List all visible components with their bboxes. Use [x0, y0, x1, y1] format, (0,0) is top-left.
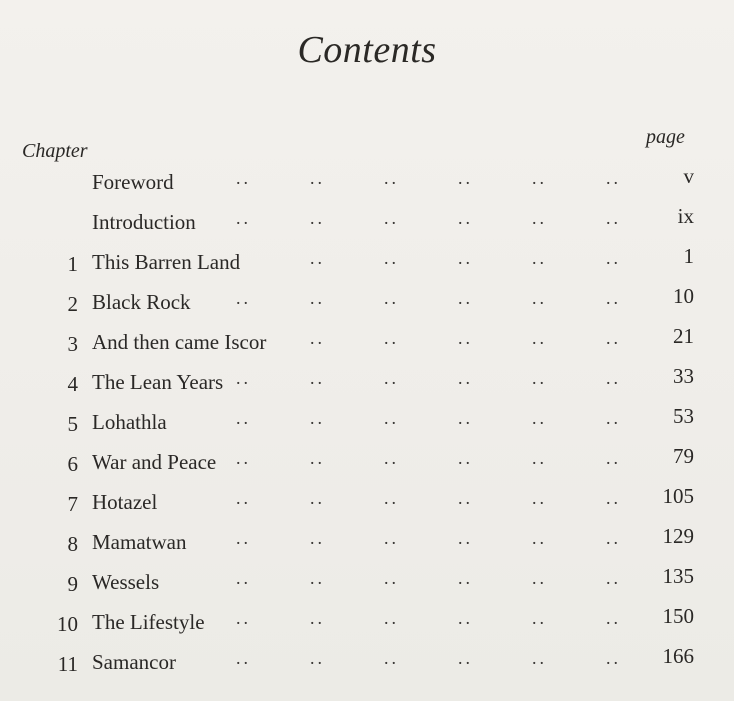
dot-leader: .. — [606, 208, 621, 228]
dot-leader: .. — [458, 528, 473, 548]
dot-leader: .. — [310, 568, 325, 588]
chapter-title: Mamatwan — [92, 530, 187, 554]
dot-leader: .. — [458, 168, 473, 188]
chapter-title: This Barren Land — [92, 250, 241, 274]
toc-entry — [0, 404, 734, 444]
dot-leader: .. — [310, 648, 325, 668]
dot-leader: .. — [236, 408, 251, 428]
dot-leader: .. — [458, 448, 473, 468]
dot-leader: .. — [384, 328, 399, 348]
dot-leader: .. — [236, 648, 251, 668]
dot-leader: .. — [532, 248, 547, 268]
page-number: 166 — [662, 644, 694, 668]
dot-leader: .. — [532, 208, 547, 228]
dot-leader: .. — [606, 248, 621, 268]
dot-leader: .. — [384, 168, 399, 188]
chapter-title: Lohathla — [92, 410, 167, 434]
dot-leader: .. — [606, 408, 621, 428]
toc-entry — [0, 364, 734, 404]
dot-leader: .. — [458, 328, 473, 348]
dot-leader: .. — [606, 328, 621, 348]
dot-leader: .. — [310, 528, 325, 548]
dot-leader: .. — [458, 248, 473, 268]
page-number: 105 — [662, 484, 694, 508]
dot-leader: .. — [606, 648, 621, 668]
chapter-number: 7 — [67, 492, 78, 516]
dot-leader: .. — [384, 488, 399, 508]
page-number: v — [683, 164, 694, 188]
dot-leader: .. — [384, 648, 399, 668]
page-number: 53 — [673, 404, 694, 428]
dot-leader: .. — [236, 368, 251, 388]
dot-leader: .. — [384, 408, 399, 428]
page-number: ix — [677, 204, 694, 228]
dot-leader: .. — [384, 568, 399, 588]
dot-leader: .. — [458, 648, 473, 668]
dot-leader: .. — [384, 248, 399, 268]
dot-leader: .. — [458, 488, 473, 508]
dot-leader: .. — [384, 608, 399, 628]
dot-leader: .. — [458, 368, 473, 388]
dot-leader: .. — [458, 208, 473, 228]
dot-leader: .. — [532, 488, 547, 508]
toc-entry — [0, 484, 734, 524]
page-number: 33 — [673, 364, 694, 388]
chapter-number: 5 — [67, 412, 78, 436]
chapter-number: 3 — [67, 332, 78, 356]
dot-leader: .. — [532, 648, 547, 668]
dot-leader: .. — [532, 568, 547, 588]
dot-leader: .. — [236, 208, 251, 228]
dot-leader: .. — [458, 288, 473, 308]
dot-leader: .. — [310, 408, 325, 428]
dot-leader: .. — [236, 528, 251, 548]
toc-entry — [0, 524, 734, 564]
chapter-title: War and Peace — [92, 450, 217, 474]
dot-leader: .. — [310, 368, 325, 388]
page-number: 1 — [683, 244, 694, 268]
dot-leader: .. — [236, 448, 251, 468]
chapter-number: 10 — [57, 612, 78, 636]
page-title: Contents — [297, 29, 437, 71]
page-number: 21 — [673, 324, 694, 348]
dot-leader: .. — [310, 168, 325, 188]
dot-leader: .. — [532, 528, 547, 548]
chapter-column-header: Chapter — [22, 140, 88, 162]
toc-entry — [0, 164, 734, 204]
dot-leader: .. — [384, 368, 399, 388]
dot-leader: .. — [606, 368, 621, 388]
dot-leader: .. — [310, 448, 325, 468]
dot-leader: .. — [236, 168, 251, 188]
toc-entry — [0, 284, 734, 324]
chapter-number: 1 — [67, 252, 78, 276]
dot-leader: .. — [236, 288, 251, 308]
dot-leader: .. — [532, 168, 547, 188]
page-number: 135 — [662, 564, 694, 588]
chapter-title: Black Rock — [92, 290, 191, 314]
dot-leader: .. — [532, 408, 547, 428]
page-column-header: page — [646, 126, 685, 148]
chapter-number: 8 — [67, 532, 78, 556]
chapter-title: Foreword — [92, 170, 174, 194]
dot-leader: .. — [310, 488, 325, 508]
dot-leader: .. — [384, 208, 399, 228]
chapter-title: Hotazel — [92, 490, 158, 514]
dot-leader: .. — [236, 608, 251, 628]
dot-leader: .. — [532, 448, 547, 468]
dot-leader: .. — [384, 528, 399, 548]
chapter-number: 11 — [57, 652, 78, 676]
toc-entry — [0, 324, 734, 364]
dot-leader: .. — [532, 368, 547, 388]
page-number: 129 — [662, 524, 694, 548]
page-number: 150 — [662, 604, 694, 628]
dot-leader: .. — [606, 568, 621, 588]
chapter-number: 6 — [67, 452, 78, 476]
dot-leader: .. — [606, 448, 621, 468]
dot-leader: .. — [310, 608, 325, 628]
dot-leader: .. — [532, 608, 547, 628]
toc-entry — [0, 444, 734, 484]
page-number: 10 — [673, 284, 694, 308]
dot-leader: .. — [310, 288, 325, 308]
toc-entry — [0, 564, 734, 604]
dot-leader: .. — [532, 328, 547, 348]
chapter-title: Introduction — [92, 210, 196, 234]
table-of-contents — [0, 164, 734, 684]
toc-entry — [0, 644, 734, 684]
dot-leader: .. — [236, 568, 251, 588]
toc-entry — [0, 604, 734, 644]
chapter-title: Wessels — [92, 570, 160, 594]
dot-leader: .. — [310, 328, 325, 348]
dot-leader: .. — [458, 608, 473, 628]
dot-leader: .. — [606, 608, 621, 628]
dot-leader: .. — [384, 288, 399, 308]
dot-leader: .. — [384, 448, 399, 468]
chapter-number: 9 — [67, 572, 78, 596]
chapter-title: The Lifestyle — [92, 610, 205, 634]
toc-entry — [0, 244, 734, 284]
dot-leader: .. — [310, 248, 325, 268]
dot-leader: .. — [236, 488, 251, 508]
dot-leader: .. — [532, 288, 547, 308]
chapter-number: 2 — [67, 292, 78, 316]
dot-leader: .. — [606, 288, 621, 308]
chapter-title: Samancor — [92, 650, 176, 674]
chapter-number: 4 — [67, 372, 78, 396]
dot-leader: .. — [606, 528, 621, 548]
dot-leader: .. — [458, 568, 473, 588]
page-number: 79 — [673, 444, 694, 468]
dot-leader: .. — [606, 488, 621, 508]
dot-leader: .. — [310, 208, 325, 228]
chapter-title: And then came Iscor — [92, 330, 267, 354]
dot-leader: .. — [458, 408, 473, 428]
toc-entry — [0, 204, 734, 244]
dot-leader: .. — [606, 168, 621, 188]
chapter-title: The Lean Years — [92, 370, 224, 394]
